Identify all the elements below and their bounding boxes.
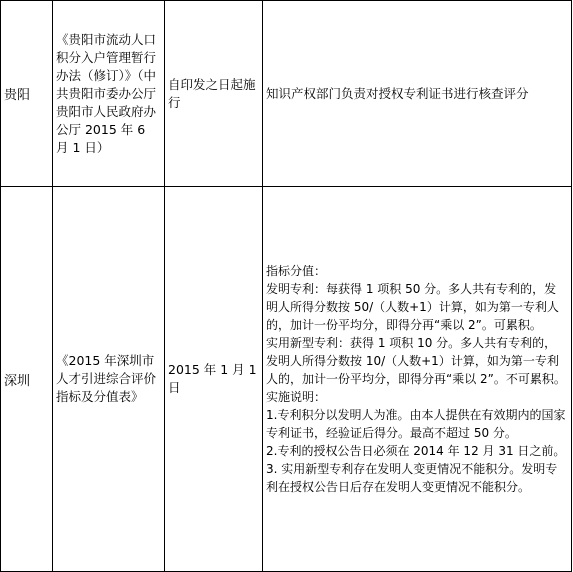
document-cell: 《2015 年深圳市人才引进综合评价指标及分值表》 (53, 187, 165, 572)
city-cell: 贵阳 (1, 1, 53, 187)
document-cell: 《贵阳市流动人口积分入户管理暂行办法（修订）》（中共贵阳市委办公厅 贵阳市人民政府办公厅 2015 年 6 月 1 日） (53, 1, 165, 187)
requirement-line: 实用新型专利：获得 1 项积 10 分。多人共有专利的，发明人所得分数按 10/（人数+1）计算，如为第一专利人的，加计一份平均分，即得分再“乘以 2”。不可累积。 (266, 336, 566, 386)
requirement-line: 1.专利积分以发明人为准。由本人提供在有效期内的国家专利证书，经验证后得分。最高不超过 50 分。 (266, 408, 566, 440)
requirement-cell (263, 187, 572, 572)
city-cell: 深圳 (1, 187, 53, 572)
requirement-line: 实施说明： (266, 390, 327, 404)
requirement-cell (263, 1, 572, 187)
effective-date-cell: 2015 年 1 月 1 日 (165, 187, 263, 572)
requirement-line: 指标分值： (266, 264, 327, 278)
table-row (1, 1, 572, 187)
requirement-line: 2.专利的授权公告日必须在 2014 年 12 月 31 日之前。 (266, 444, 566, 458)
requirement-line: 3. 实用新型专利存在发明人变更情况不能积分。发明专利在授权公告日后存在发明人变更情况不能积分。 (266, 462, 558, 494)
requirement-line: 知识产权部门负责对授权专利证书进行核查评分 (266, 85, 529, 101)
requirement-line: 发明专利：每获得 1 项积 50 分。多人共有专利的，发明人所得分数按 50/（人数+1）计算，如为第一专利人的，加计一份平均分，即得分再“乘以 2”。可累积。 (266, 282, 559, 332)
table-row (1, 187, 572, 572)
effective-date-cell: 自印发之日起施行 (165, 1, 263, 187)
